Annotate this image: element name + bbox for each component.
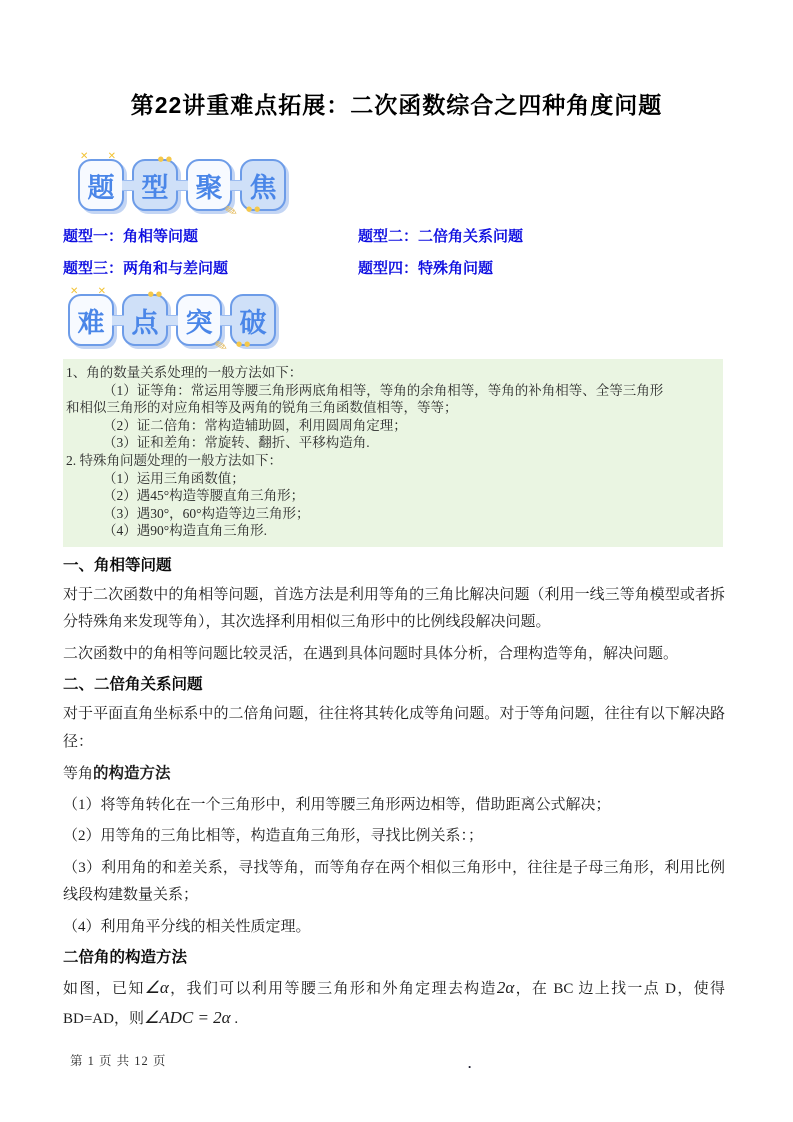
sub-heading-bold: 的构造方法	[93, 765, 171, 783]
badge-topic-focus	[78, 151, 793, 222]
badge-difficulty-breakthrough	[68, 286, 793, 357]
summary-line: （4）遇90°构造直角三角形.	[103, 523, 268, 539]
badge-char: 题	[87, 172, 115, 203]
badge-char: 难	[77, 307, 105, 338]
example-text: ，在 BC 边上找一点 D，使得 BD=AD，则	[63, 981, 725, 1027]
summary-line: （2）证二倍角：常构造辅助圆，利用圆周角定理；	[103, 417, 407, 433]
page-title: 第22讲重难点拓展：二次函数综合之四种角度问题	[130, 92, 663, 118]
badge-char-box	[176, 294, 230, 357]
sub-heading-equal-angle	[63, 760, 725, 789]
summary-line: （2）遇45°构造等腰直角三角形；	[103, 488, 305, 504]
badge-char-box	[230, 294, 276, 346]
badge-char: 突	[185, 307, 213, 338]
sub-heading-prefix: 等角	[63, 766, 94, 783]
badge-char: 焦	[249, 172, 277, 203]
badge-connector	[112, 315, 124, 326]
method-summary-box	[63, 359, 723, 547]
pencil-icon: ✎	[223, 200, 240, 222]
list-item: （4）利用角平分线的相关性质定理。	[63, 918, 311, 935]
sparkle-icon: ✕	[80, 151, 89, 162]
list-item: （2）用等角的三角比相等，构造直角三角形，寻找比例关系：；	[63, 828, 484, 845]
badge-connector	[166, 315, 178, 326]
dots-icon: ●●	[147, 290, 164, 298]
list-item: （3）利用角的和差关系，寻找等角，而等角存在两个相似三角形中，往往是子母三角形，利用比例线段构建数量关系；	[63, 859, 725, 904]
topic-type-4: 题型四：特殊角问题	[358, 260, 494, 277]
math-two-alpha: 2α	[496, 978, 515, 998]
sparkle-icon: ✕	[70, 286, 79, 297]
example-text: .	[230, 1010, 239, 1027]
list-item: （1）将等角转化在一个三角形中，利用等腰三角形两边相等，借助距离公式解决；	[63, 796, 611, 813]
pencil-icon: ✎	[213, 335, 230, 357]
summary-line: （1）证等角：常运用等腰三角形两底角相等，等角的余角相等，等角的补角相等、全等三角形	[103, 382, 664, 398]
badge-connector	[176, 180, 188, 191]
main-content	[63, 553, 725, 1034]
badge-char-box	[68, 286, 114, 346]
paragraph: 二次函数中的角相等问题比较灵活，在遇到具体问题时具体分析，合理构造等角，解决问题。	[63, 645, 679, 662]
sparkle-icon: ✕	[107, 151, 116, 162]
badge-char: 聚	[195, 172, 223, 203]
paragraph: 对于二次函数中的角相等问题，首选方法是利用等角的三角比解决问题（利用一线三等角模型或者拆分特殊角来发现等角），其次选择利用相似三角形中的比例线段解决问题。	[63, 586, 725, 631]
badge-char-box	[78, 151, 124, 211]
sparkle-icon: ✕	[97, 286, 106, 297]
topic-type-2: 题型二：二倍角关系问题	[358, 228, 524, 245]
topic-type-3: 题型三：两角和与差问题	[63, 260, 229, 277]
sub-heading-double-angle: 二倍角的构造方法	[63, 949, 188, 967]
topic-type-1: 题型一：角相等问题	[63, 228, 199, 245]
section-heading-2: 二、二倍角关系问题	[63, 676, 203, 694]
math-angle-alpha: ∠α	[144, 978, 169, 998]
dots-icon: ●●	[236, 340, 253, 348]
badge-char: 型	[141, 172, 169, 203]
summary-line: 2. 特殊角问题处理的一般方法如下：	[66, 452, 282, 468]
summary-line: （1）运用三角函数值；	[103, 470, 245, 486]
summary-line: 和相似三角形的对应角相等及两角的锐角三角函数值相等，等等；	[66, 400, 458, 416]
summary-line: 1、角的数量关系处理的一般方法如下：	[66, 365, 303, 380]
paragraph: 对于平面直角坐标系中的二倍角问题，往往将其转化成等角问题。对于等角问题，往往有以下解决路径：	[63, 706, 725, 750]
math-adc-equation: ∠ADC = 2α	[143, 1007, 231, 1027]
badge-char-box	[122, 290, 168, 346]
example-paragraph	[63, 974, 725, 1033]
example-text: ，我们可以利用等腰三角形和外角定理去构造	[168, 981, 497, 998]
summary-line: （3）遇30°，60°构造等边三角形；	[103, 505, 310, 521]
topic-type-list	[63, 228, 723, 277]
footer-dot: .	[468, 1056, 472, 1071]
badge-connector	[122, 180, 134, 191]
badge-char: 破	[239, 307, 267, 338]
footer-page-number: 第 1 页 共 12 页	[70, 1054, 167, 1068]
example-text: 如图，已知	[63, 981, 145, 998]
badge-char-box	[186, 159, 240, 222]
badge-connector	[220, 315, 232, 326]
dots-icon: ●●	[246, 205, 263, 213]
badge-char-box	[132, 155, 178, 211]
badge-connector	[230, 180, 242, 191]
section-heading-1: 一、角相等问题	[63, 556, 172, 574]
summary-line: （3）证和差角：常旋转、翻折、平移构造角.	[103, 435, 370, 451]
dots-icon: ●●	[157, 155, 174, 163]
badge-char-box	[240, 159, 286, 211]
badge-char: 点	[131, 307, 159, 338]
